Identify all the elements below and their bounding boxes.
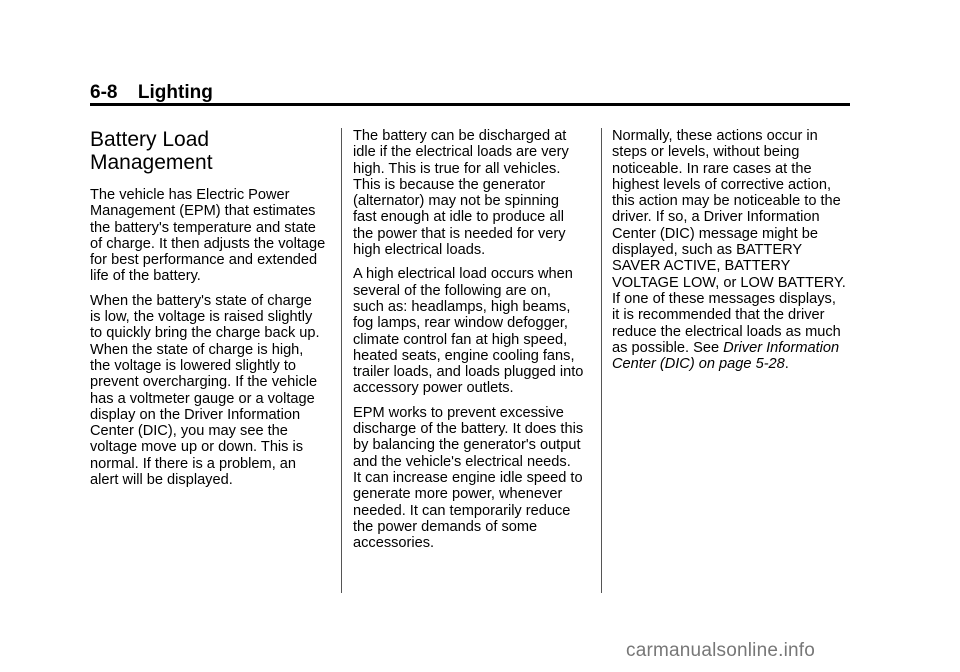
paragraph-line: A high electrical load occurs when [353, 266, 573, 283]
paragraph-line: The battery can be discharged at [353, 128, 567, 144]
paragraph-line: When the battery's state of charge [90, 292, 312, 309]
section-title [90, 128, 330, 174]
paragraph-line: Center (DIC) message might be [612, 225, 819, 242]
chapter-title: Lighting [137, 82, 213, 103]
column-1 [90, 128, 330, 496]
paragraph-line: If one of these messages displays, [612, 290, 836, 307]
paragraph-line: needed. It can temporarily reduce [353, 502, 571, 519]
section-title-line: Management [90, 151, 213, 174]
paragraph-line: VOLTAGE LOW, or LOW BATTERY. [612, 274, 846, 291]
paragraph-line: Normally, these actions occur in [612, 128, 818, 144]
paragraph-line: fast enough at idle to produce all [353, 209, 564, 226]
page-header [90, 82, 850, 104]
paragraph-line: climate control fan at high speed, [353, 331, 568, 348]
paragraph-line: by balancing the generator's output [353, 437, 581, 454]
paragraph-line: the power that is needed for very [353, 225, 566, 242]
paragraph-line: it is recommended that the driver [612, 307, 825, 324]
paragraph-line: The vehicle has Electric Power [90, 187, 290, 203]
paragraph-line: highest levels of corrective action, [612, 176, 832, 193]
watermark: carmanualsonline.info [626, 640, 816, 661]
column-divider-2 [601, 128, 602, 593]
paragraph-line: Management (EPM) that estimates [90, 203, 316, 220]
paragraph-line: normal. If there is a problem, an [90, 455, 297, 472]
paragraph-line: the voltage is lowered slightly to [90, 357, 297, 374]
paragraph-line: discharge of the battery. It does this [353, 421, 584, 438]
paragraph-line: SAVER ACTIVE, BATTERY [612, 258, 791, 275]
paragraph-line: several of the following are on, [353, 282, 551, 299]
column-2 [353, 128, 593, 559]
paragraph-line: idle if the electrical loads are very [353, 144, 569, 161]
paragraph-line: accessory power outlets. [353, 380, 514, 397]
paragraph-line [612, 340, 857, 356]
period: . [784, 356, 789, 373]
paragraph-line: has a voltmeter gauge or a voltage [90, 390, 315, 407]
paragraph-line: (alternator) may not be spinning [353, 193, 560, 210]
paragraph [353, 405, 593, 552]
paragraph-line: displayed, such as BATTERY [612, 242, 803, 259]
paragraph-line: trailer loads, and loads plugged into [353, 364, 584, 381]
page-number: 6-8 [90, 82, 118, 103]
paragraph-line: for best performance and extended [90, 252, 318, 269]
paragraph [612, 128, 857, 372]
column-divider-1 [341, 128, 342, 593]
paragraph [353, 128, 593, 258]
paragraph-line: life of the battery. [90, 268, 201, 285]
cross-reference[interactable]: Center (DIC) on page 5-28 [612, 356, 785, 373]
paragraph-line: fog lamps, rear window defogger, [353, 315, 568, 332]
see-text: as possible. See [612, 339, 724, 356]
paragraph-line: When the state of charge is high, [90, 341, 304, 358]
paragraph-line: to quickly bring the charge back up. [90, 325, 320, 342]
paragraph-line: It can increase engine idle speed to [353, 469, 583, 486]
paragraph-line: generate more power, whenever [353, 486, 563, 503]
column-3 [612, 128, 857, 380]
paragraph-line: noticeable. In rare cases at the [612, 160, 812, 177]
paragraph-line: Center (DIC), you may see the [90, 423, 288, 440]
paragraph-line: driver. If so, a Driver Information [612, 209, 820, 226]
paragraph-line: voltage move up or down. This is [90, 439, 304, 456]
paragraph-line: high electrical loads. [353, 242, 486, 259]
paragraph-line: This is because the generator [353, 176, 546, 193]
paragraph-line: and the vehicle's electrical needs. [353, 453, 571, 470]
paragraph [353, 266, 593, 396]
paragraph-line: the power demands of some [353, 518, 538, 535]
paragraph-line: this action may be noticeable to the [612, 193, 841, 210]
paragraph-line: reduce the electrical loads as much [612, 323, 841, 340]
paragraph-line: high. This is true for all vehicles. [353, 160, 561, 177]
paragraph [90, 293, 330, 489]
paragraph-line: prevent overcharging. If the vehicle [90, 374, 318, 391]
paragraph-line: of charge. It then adjusts the voltage [90, 235, 326, 252]
header-rule [90, 103, 850, 106]
paragraph-line: EPM works to prevent excessive [353, 404, 564, 421]
paragraph-line: heated seats, engine cooling fans, [353, 347, 575, 364]
paragraph-line: such as: headlamps, high beams, [353, 298, 571, 315]
paragraph-line: display on the Driver Information [90, 406, 301, 423]
section-title-line: Battery Load [90, 128, 210, 151]
cross-reference[interactable]: Driver Information [723, 339, 840, 356]
paragraph-line: steps or levels, without being [612, 144, 800, 161]
paragraph-line: alert will be displayed. [90, 472, 233, 489]
paragraph-line: accessories. [353, 535, 435, 552]
paragraph-line [612, 356, 857, 372]
paragraph [90, 187, 330, 285]
paragraph-line: is low, the voltage is raised slightly [90, 309, 313, 326]
paragraph-line: the battery's temperature and state [90, 219, 316, 236]
